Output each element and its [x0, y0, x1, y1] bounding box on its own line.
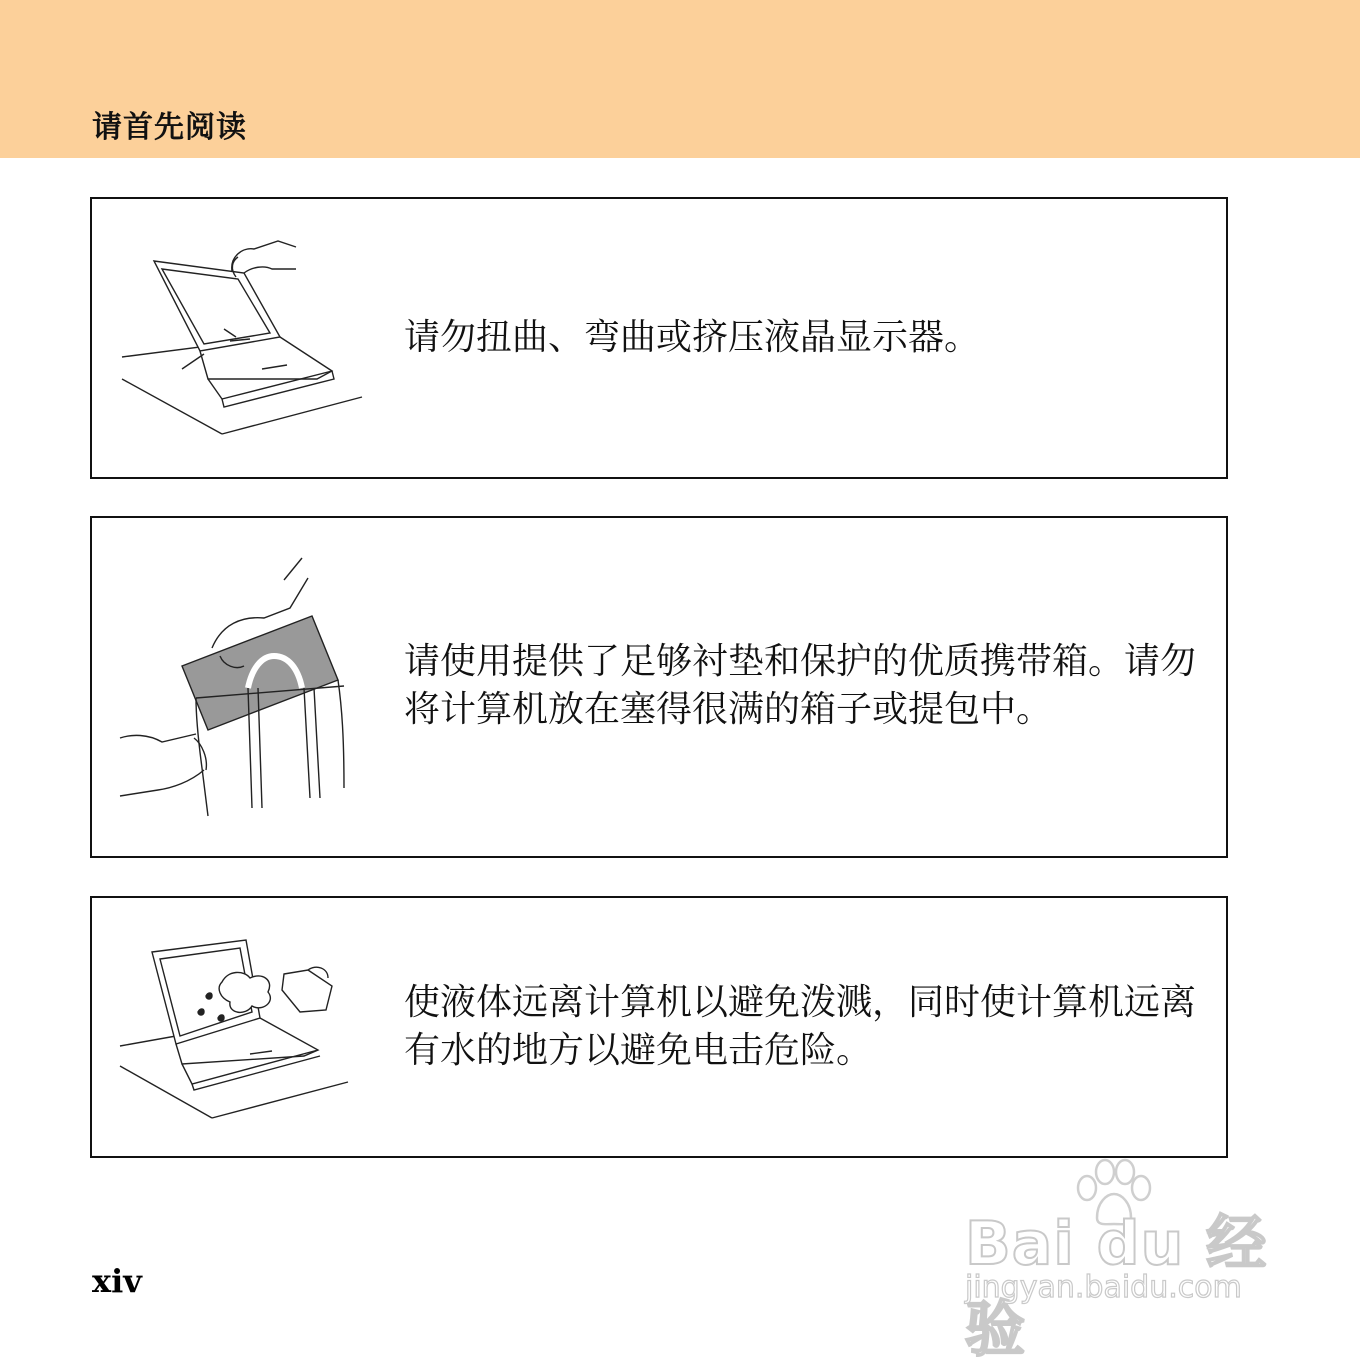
laptop-liquid-spill-icon	[112, 926, 372, 1156]
notice-text: 请使用提供了足够衬垫和保护的优质携带箱。请勿将计算机放在塞得很满的箱子或提包中。	[404, 641, 1197, 730]
notice-carrying-case	[90, 516, 1228, 858]
baidu-jingyan-watermark	[955, 1158, 1285, 1365]
page-number: xiv	[92, 1262, 142, 1300]
notice-text: 请勿扭曲、弯曲或挤压液晶显示器。	[404, 317, 981, 358]
header-band	[0, 0, 1360, 158]
laptop-screen-twist-icon	[112, 229, 372, 469]
watermark-logo: Bai du 经验	[965, 1209, 1268, 1365]
laptop-carry-bag-icon	[112, 538, 372, 838]
notice-text: 使液体远离计算机以避免泼溅，同时使计算机远离有水的地方以避免电击危险。	[404, 982, 1197, 1071]
notice-lcd-care	[90, 197, 1228, 479]
page-header-title: 请首先阅读	[92, 110, 247, 145]
notice-liquid-safety	[90, 896, 1228, 1158]
watermark-url: jingyan.baidu.com	[965, 1270, 1242, 1305]
